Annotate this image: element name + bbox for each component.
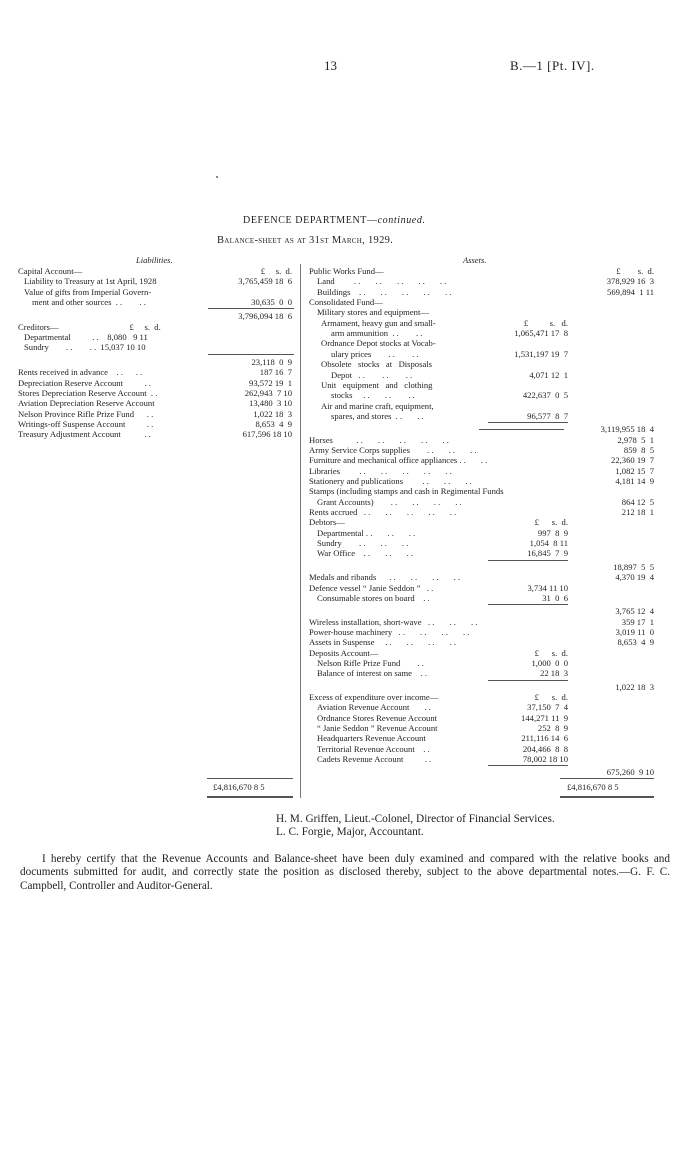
liability-label: Creditors— £ s. d. [18, 321, 161, 332]
asset-sub-amount: 16,845 7 9 [527, 548, 568, 559]
asset-label: Stationery and publications . . . . . . [309, 476, 472, 486]
asset-label: Obsolete stocks at Disposals [321, 359, 432, 370]
asset-label: Nelson Rifle Prize Fund . . [317, 657, 424, 668]
asset-row [309, 572, 654, 583]
asset-label: Debtors— [309, 517, 345, 528]
asset-label: Horses . . . . . . . . . . [309, 434, 449, 445]
asset-sub-rule [488, 604, 568, 605]
asset-label: spares, and stores . . . . [331, 410, 424, 421]
asset-row [309, 562, 654, 573]
asset-row [309, 637, 654, 648]
asset-label: Departmental . . . . . . [317, 527, 416, 538]
asset-row [309, 390, 654, 401]
page-number: 13 [324, 58, 337, 73]
asset-label: Ordnance Stores Revenue Account [317, 712, 438, 723]
liability-row [18, 357, 298, 368]
liability-row [18, 378, 298, 389]
liability-label: Depreciation Reserve Account . . [18, 377, 151, 388]
asset-sub-amount: 997 8 9 [537, 527, 568, 538]
liability-label: Liability to Treasury at 1st April, 1928 [24, 276, 157, 287]
asset-sub-amount: £ s. d. [534, 647, 568, 658]
asset-row [309, 359, 654, 370]
asset-amount: 18,897 5 5 [613, 561, 654, 572]
asset-row [309, 287, 654, 298]
asset-amount: 4,181 14 9 [615, 476, 654, 486]
liability-amount: 93,572 19 1 [249, 377, 292, 388]
liabilities-total-rule [207, 778, 293, 779]
asset-row [309, 401, 654, 412]
asset-label: Depot . . . . . . [331, 369, 413, 380]
asset-label: Balance of interest on same . . [317, 668, 428, 679]
asset-row [309, 658, 654, 669]
assets-double-rule [560, 796, 654, 798]
asset-sub-amount: 144,271 11 9 [521, 712, 568, 723]
asset-amount: 1,082 15 7 [615, 465, 654, 476]
asset-row [309, 370, 654, 381]
liability-row [18, 287, 298, 298]
liability-row [18, 266, 298, 277]
asset-sub-amount: 1,531,197 19 7 [514, 348, 568, 359]
liability-row [18, 322, 298, 333]
asset-row [309, 338, 654, 349]
asset-sub-amount: 1,000 0 0 [531, 657, 568, 668]
liability-rule [208, 354, 294, 355]
asset-label: Unit equipment and clothing [321, 379, 433, 390]
signature-accountant: L. C. Forgie, Major, Accountant. [276, 826, 424, 838]
asset-label: Wireless installation, short-wave . . . . . . [309, 616, 478, 627]
asset-row [309, 538, 654, 549]
liability-label: Rents received in advance . . . . [18, 367, 143, 378]
asset-amount: 3,019 11 0 [615, 626, 654, 637]
liability-row [18, 429, 298, 440]
asset-row [309, 754, 654, 765]
asset-row [309, 593, 654, 604]
asset-sub-rule [488, 680, 568, 681]
asset-label: Excess of expenditure over income— [309, 692, 439, 702]
asset-label: War Office . . . . . . [317, 548, 414, 559]
asset-sub-amount: 204,466 8 8 [522, 743, 568, 754]
asset-row [309, 692, 654, 703]
asset-label: Defence vessel “ Janie Seddon ” . . [309, 582, 434, 593]
asset-amount: 212 18 1 [621, 507, 654, 518]
asset-amount: £ s. d. [616, 266, 654, 276]
signature-director: H. M. Griffen, Lieut.-Colonel, Director of Financial Services. [276, 813, 555, 825]
liability-amount: 23,118 0 9 [251, 356, 292, 367]
liability-amount: 8,653 4 9 [255, 418, 292, 429]
asset-row [309, 617, 654, 628]
asset-amount: 859 8 5 [623, 444, 654, 455]
liabilities-heading: Liabilities. [136, 255, 173, 265]
asset-label: Sundry . . . . . . [317, 538, 409, 549]
asset-label: Power-house machinery . . . . . . . . [309, 626, 470, 637]
asset-row [309, 307, 654, 318]
asset-row [309, 627, 654, 638]
asset-row [309, 702, 654, 713]
assets-table [309, 266, 654, 786]
asset-row [309, 733, 654, 744]
asset-label: “ Janie Seddon ” Revenue Account [317, 723, 438, 734]
liability-amount: 617,596 18 10 [242, 429, 292, 440]
liabilities-double-rule [207, 796, 293, 798]
asset-sub-amount: £ s. d. [534, 692, 568, 702]
liability-amount: 3,796,094 18 6 [238, 311, 292, 322]
asset-row [309, 744, 654, 755]
assets-grand-total: £4,816,670 8 5 [567, 782, 619, 792]
asset-sub-amount: £ s. d. [523, 317, 568, 328]
liability-row [18, 419, 298, 430]
asset-row [309, 380, 654, 391]
asset-sub-amount: 211,116 14 6 [521, 733, 568, 744]
liability-row [18, 342, 298, 353]
asset-sub-amount: 4,071 12 1 [529, 369, 568, 380]
liability-row [18, 311, 298, 322]
asset-row [309, 349, 654, 360]
balance-sheet-title: Balance-sheet as at 31st March, 1929. [217, 235, 394, 246]
asset-label: Army Service Corps supplies . . . . . . [309, 444, 477, 455]
asset-sub-amount: 1,065,471 17 8 [514, 328, 568, 339]
asset-amount: 3,119,955 18 4 [600, 424, 654, 435]
asset-sub-rule [488, 765, 568, 766]
asset-row [309, 507, 654, 518]
asset-amount: 864 12 5 [621, 496, 654, 507]
liability-amount: 13,480 3 10 [249, 398, 292, 409]
asset-amount: 359 17 1 [621, 616, 654, 627]
liability-row [18, 297, 298, 308]
asset-label: ulary prices . . . . [331, 348, 419, 359]
column-divider [300, 264, 301, 798]
asset-row [309, 548, 654, 559]
liability-label: Capital Account— [18, 266, 83, 276]
asset-row [309, 767, 654, 778]
asset-label: Consumable stores on board . . [317, 592, 430, 603]
liability-label: Treasury Adjustment Account . . [18, 429, 151, 440]
asset-label: Buildings . . . . . . . . . . [317, 286, 452, 297]
asset-label: Air and marine craft, equipment, [321, 400, 434, 411]
asset-label: Military stores and equipment— [317, 307, 429, 318]
asset-sub-rule [488, 422, 568, 423]
asset-row [309, 276, 654, 287]
asset-label: Stamps (including stamps and cash in Regimental Funds [309, 486, 504, 497]
liability-label: Aviation Depreciation Reserve Account [18, 398, 155, 409]
asset-label: Territorial Revenue Account . . [317, 743, 430, 754]
asset-amount: 22,360 19 7 [611, 455, 654, 466]
liability-currency-header: £ s. d. [260, 266, 292, 277]
asset-sub-amount: 37,150 7 4 [527, 702, 568, 713]
liability-amount: 30,635 0 0 [251, 297, 292, 308]
asset-label: Cadets Revenue Account . . [317, 754, 432, 765]
asset-sub-amount: £ s. d. [534, 517, 568, 528]
asset-label: Aviation Revenue Account . . [317, 702, 431, 713]
asset-label: Public Works Fund— [309, 266, 384, 276]
assets-total-rule [560, 778, 654, 779]
liability-label: Nelson Province Rifle Prize Fund . . [18, 408, 154, 419]
liability-amount: 3,765,459 18 6 [238, 276, 292, 287]
asset-label: Ordnance Depot stocks at Vocab- [321, 338, 436, 349]
liability-row [18, 388, 298, 399]
asset-row [309, 682, 654, 693]
asset-label: Assets in Suspense . . . . . . . . [309, 637, 457, 648]
liability-row [18, 332, 298, 343]
asset-row [309, 445, 654, 456]
asset-label: Medals and ribands . . . . . . . . [309, 572, 461, 583]
asset-row [309, 435, 654, 446]
asset-label: Rents accrued . . . . . . . . . . [309, 507, 457, 518]
liability-row [18, 367, 298, 378]
asset-row [309, 328, 654, 339]
asset-row [309, 476, 654, 487]
asset-row [309, 528, 654, 539]
speck [216, 176, 218, 178]
asset-row [309, 455, 654, 466]
liabilities-grand-total: £4,816,670 8 5 [213, 782, 265, 792]
asset-label: Consolidated Fund— [309, 297, 383, 308]
asset-sub-amount: 22 18 3 [540, 668, 568, 679]
asset-row [309, 606, 654, 617]
asset-label: stocks . . . . . . [331, 390, 415, 401]
asset-row [309, 648, 654, 659]
asset-row [309, 668, 654, 679]
document-reference: B.—1 [Pt. IV]. [510, 58, 595, 73]
asset-sub-amount: 252 8 9 [537, 723, 568, 734]
liability-label: Value of gifts from Imperial Govern- [24, 286, 152, 297]
asset-amount: 378,929 16 3 [606, 276, 654, 287]
liability-amount: 1,022 18 3 [253, 408, 292, 419]
asset-amount: 569,894 1 11 [607, 286, 654, 297]
asset-amount: 675,260 9 10 [606, 767, 654, 778]
liability-label: Departmental . . 8,080 9 11 [24, 332, 148, 343]
asset-label: Land . . . . . . . . . . [317, 276, 447, 287]
asset-row [309, 266, 654, 277]
asset-amount: 1,022 18 3 [615, 681, 654, 692]
asset-sub-amount: 96,577 8 7 [527, 410, 568, 421]
asset-amount: 2,978 5 1 [617, 434, 654, 445]
asset-row [309, 466, 654, 477]
asset-sub-amount: 31 0 6 [542, 592, 568, 603]
asset-row [309, 497, 654, 508]
asset-row [309, 713, 654, 724]
asset-row [309, 583, 654, 594]
asset-amount: 8,653 4 9 [617, 637, 654, 648]
asset-sub-rule [488, 560, 568, 561]
asset-row [309, 318, 654, 329]
asset-label: Armament, heavy gun and small- [321, 317, 436, 328]
asset-sub-amount: 3,734 11 10 [527, 582, 568, 593]
liabilities-table [18, 266, 298, 686]
liability-row [18, 409, 298, 420]
asset-row [309, 486, 654, 497]
asset-sub-amount: 1,054 8 11 [529, 538, 568, 549]
asset-label: Furniture and mechanical office appliances . . . . [309, 455, 488, 466]
department-title: DEFENCE DEPARTMENT—continued. [243, 215, 426, 226]
asset-row [309, 517, 654, 528]
asset-sub-amount: 78,002 18 10 [522, 754, 568, 765]
liability-amount: 262,943 7 10 [244, 387, 292, 398]
asset-total-dash [479, 429, 564, 430]
asset-label: arm ammunition . . . . [331, 328, 423, 339]
assets-heading: Assets. [463, 255, 487, 265]
liability-amount: 187 16 7 [259, 367, 292, 378]
asset-amount: 3,765 12 4 [615, 606, 654, 617]
liability-rule [208, 308, 294, 309]
asset-row [309, 411, 654, 422]
asset-label: Libraries . . . . . . . . . . [309, 465, 452, 476]
liability-row [18, 398, 298, 409]
audit-certificate: I hereby certify that the Revenue Accounts and Balance-sheet have been duly examined and compared with the relative books and documents submitted for audit, and correctly state the position as disclosed thereby, subject to the above departmental notes.—G. F. C. Campbell, Controller and Auditor-General. [20, 853, 670, 892]
liability-label: Writings-off Suspense Account . . [18, 418, 154, 429]
asset-label: Headquarters Revenue Account [317, 733, 426, 744]
asset-amount: 4,370 19 4 [615, 572, 654, 583]
asset-row [309, 424, 654, 435]
asset-row [309, 723, 654, 734]
asset-sub-amount: 422,637 0 5 [522, 390, 568, 401]
asset-label: Grant Accounts) . . . . . . . . [317, 496, 462, 507]
liability-label: Stores Depreciation Reserve Account . . [18, 387, 158, 398]
liability-label: ment and other sources . . . . [32, 297, 146, 308]
asset-label: Deposits Account— [309, 647, 379, 658]
liability-label: Sundry . . . . 15,037 10 10 [24, 342, 146, 353]
asset-row [309, 297, 654, 308]
